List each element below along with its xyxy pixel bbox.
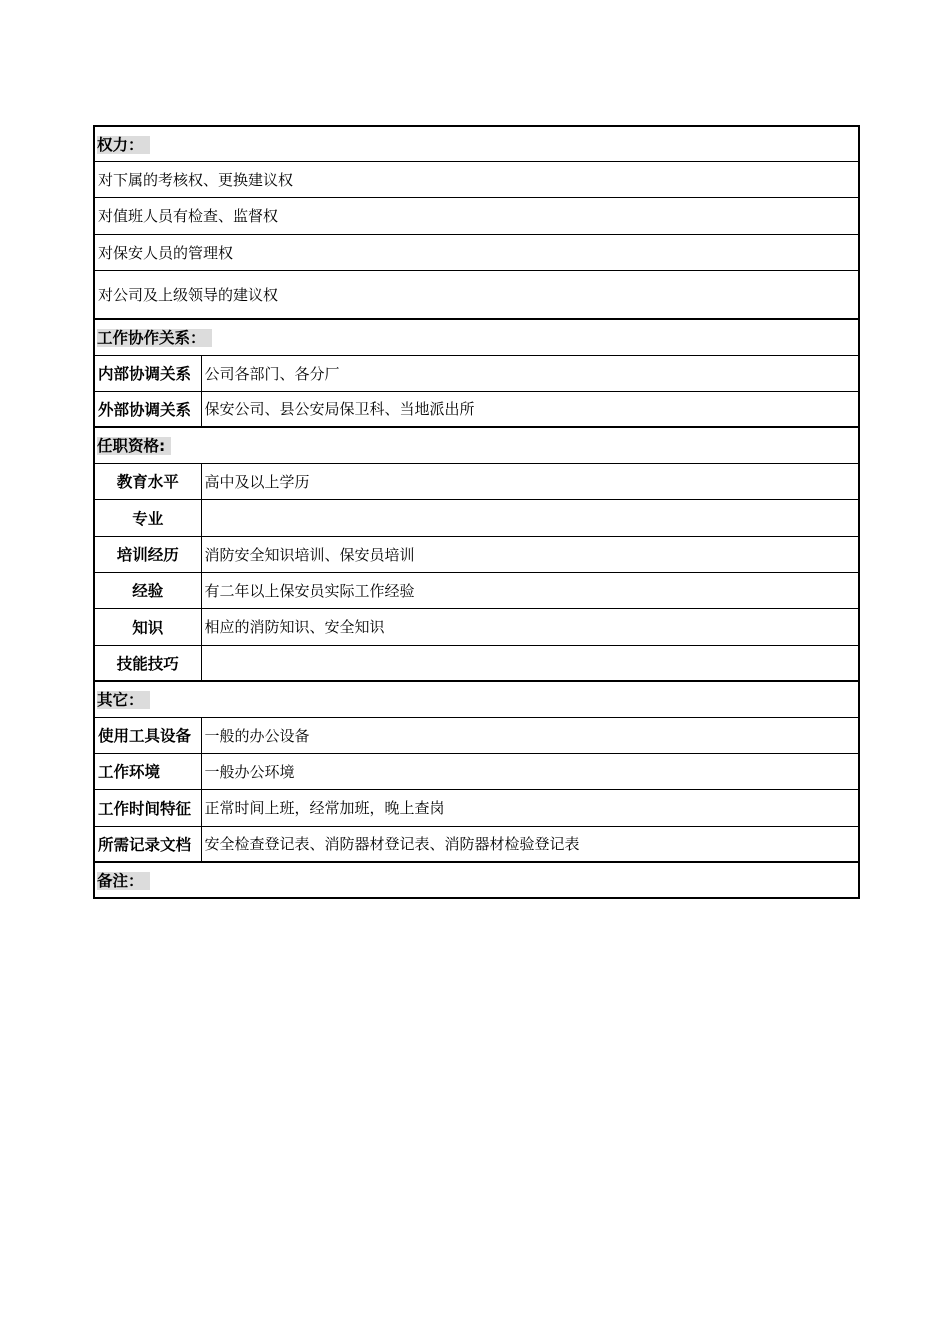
qualifications-section-header (94, 427, 859, 463)
qualification-row (94, 463, 859, 499)
row-value: 相应的消防知识、安全知识 (201, 608, 859, 645)
row-value: 一般的办公设备 (201, 717, 859, 753)
row-value: 保安公司、县公安局保卫科、当地派出所 (201, 391, 859, 427)
row-label: 内部协调关系 (94, 355, 201, 391)
qualifications-header: 任职资格: (97, 437, 171, 455)
row-label: 外部协调关系 (94, 391, 201, 427)
row-value: 公司各部门、各分厂 (201, 355, 859, 391)
cooperation-section-header (94, 319, 859, 355)
row-label: 培训经历 (94, 536, 201, 572)
other-row (94, 753, 859, 789)
other-row (94, 717, 859, 753)
row-value: 有二年以上保安员实际工作经验 (201, 572, 859, 608)
row-value: 消防安全知识培训、保安员培训 (201, 536, 859, 572)
row-value (201, 499, 859, 536)
qualification-row (94, 645, 859, 681)
authority-item: 对下属的考核权、更换建议权 (94, 161, 859, 197)
other-header: 其它： (97, 691, 150, 709)
authority-header: 权力： (97, 136, 150, 154)
authority-item: 对公司及上级领导的建议权 (94, 270, 859, 319)
qualification-row (94, 499, 859, 536)
row-value (201, 645, 859, 681)
job-description-table (93, 125, 860, 899)
row-label: 工作时间特征 (94, 789, 201, 826)
row-label: 教育水平 (94, 463, 201, 499)
authority-item: 对值班人员有检查、监督权 (94, 197, 859, 234)
row-value: 高中及以上学历 (201, 463, 859, 499)
qualification-row (94, 608, 859, 645)
qualification-row (94, 572, 859, 608)
row-label: 技能技巧 (94, 645, 201, 681)
cooperation-row (94, 391, 859, 427)
job-description-document (93, 125, 858, 899)
other-section-header (94, 681, 859, 717)
notes-section-header (94, 862, 859, 898)
row-label: 使用工具设备 (94, 717, 201, 753)
qualification-row (94, 536, 859, 572)
authority-section-header (94, 126, 859, 161)
row-label: 工作环境 (94, 753, 201, 789)
authority-item: 对保安人员的管理权 (94, 234, 859, 270)
other-row (94, 826, 859, 862)
cooperation-header: 工作协作关系： (97, 329, 212, 347)
cooperation-row (94, 355, 859, 391)
row-label: 所需记录文档 (94, 826, 201, 862)
row-value: 安全检查登记表、消防器材登记表、消防器材检验登记表 (201, 826, 859, 862)
notes-header: 备注： (97, 872, 150, 890)
row-label: 专业 (94, 499, 201, 536)
other-row (94, 789, 859, 826)
row-value: 一般办公环境 (201, 753, 859, 789)
row-value: 正常时间上班，经常加班，晚上查岗 (201, 789, 859, 826)
row-label: 知识 (94, 608, 201, 645)
row-label: 经验 (94, 572, 201, 608)
